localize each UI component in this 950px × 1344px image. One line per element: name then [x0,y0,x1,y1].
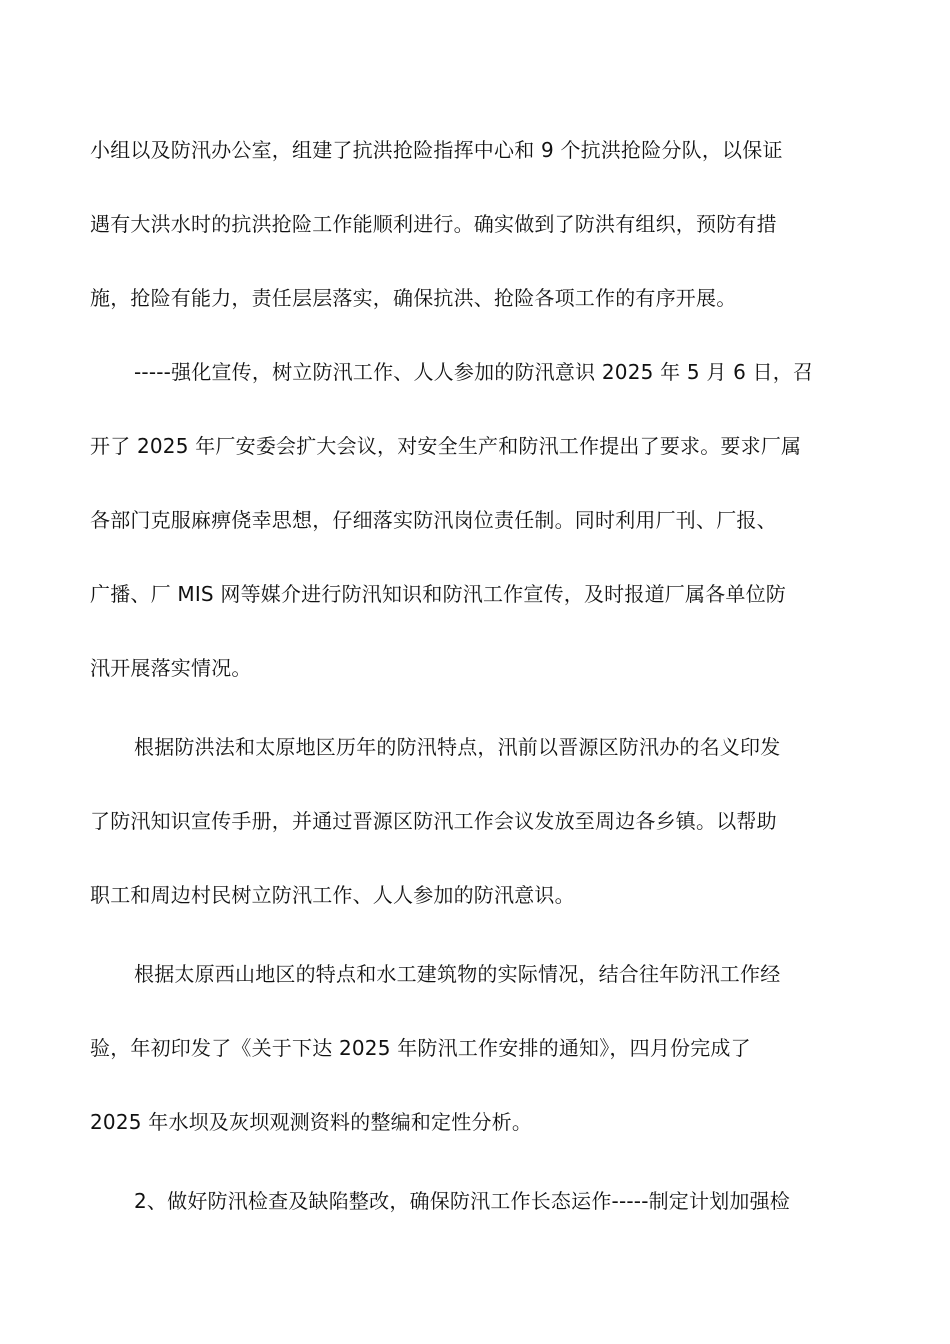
paragraph-3-line-2: 了防汛知识宣传手册，并通过晋源区防汛工作会议发放至周边各乡镇。以帮助 [90,809,777,833]
paragraph-2-line-2: 开了 2025 年厂安委会扩大会议，对安全生产和防汛工作提出了要求。要求厂属 [90,434,802,458]
paragraph-1-line-3: 施，抢险有能力，责任层层落实，确保抗洪、抢险各项工作的有序开展。 [90,286,737,310]
paragraph-1-line-1: 小组以及防汛办公室，组建了抗洪抢险指挥中心和 9 个抗洪抢险分队，以保证 [90,138,783,162]
paragraph-1-line-2: 遇有大洪水时的抗洪抢险工作能顺利进行。确实做到了防洪有组织，预防有措 [90,212,777,236]
paragraph-3-line-1: 根据防洪法和太原地区历年的防汛特点，汛前以晋源区防汛办的名义印发 [134,735,781,759]
paragraph-5-line-1: 2、做好防汛检查及缺陷整改，确保防汛工作长态运作-----制定计划加强检 [134,1189,791,1213]
paragraph-4-line-1: 根据太原西山地区的特点和水工建筑物的实际情况，结合往年防汛工作经 [134,962,781,986]
paragraph-2-line-1: -----强化宣传，树立防汛工作、人人参加的防汛意识 2025 年 5 月 6 日，召 [134,360,814,384]
paragraph-2-line-5: 汛开展落实情况。 [90,656,252,680]
paragraph-4-line-3: 2025 年水坝及灰坝观测资料的整编和定性分析。 [90,1110,533,1134]
paragraph-2-line-3: 各部门克服麻痹侥幸思想，仔细落实防汛岗位责任制。同时利用厂刊、厂报、 [90,508,777,532]
paragraph-3-line-3: 职工和周边村民树立防汛工作、人人参加的防汛意识。 [90,883,575,907]
paragraph-2-line-4: 广播、厂 MIS 网等媒介进行防汛知识和防汛工作宣传，及时报道厂属各单位防 [90,582,786,606]
paragraph-4-line-2: 验，年初印发了《关于下达 2025 年防汛工作安排的通知》，四月份完成了 [90,1036,751,1060]
